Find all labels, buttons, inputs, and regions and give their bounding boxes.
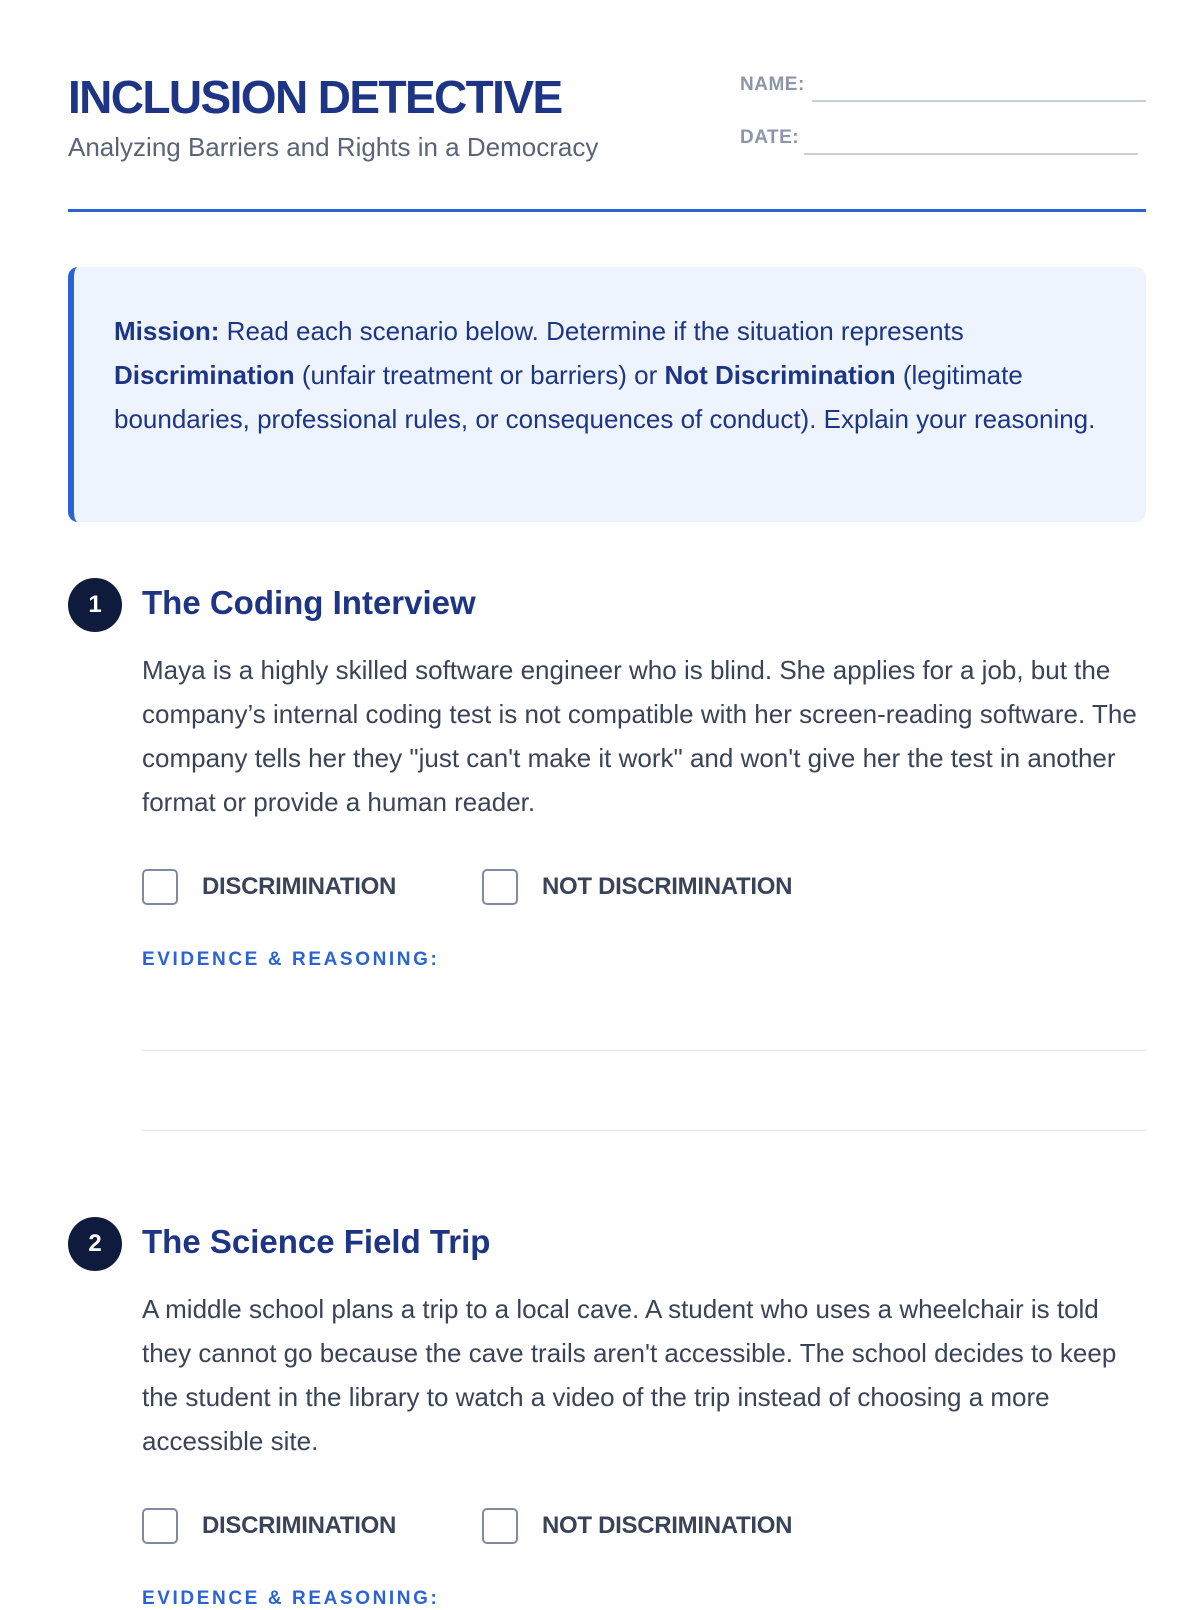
page-subtitle: Analyzing Barriers and Rights in a Democracy bbox=[68, 132, 599, 162]
answer-line-2[interactable] bbox=[142, 1130, 1146, 1131]
scenario-text: Maya is a highly skilled software engineer who is blind. She applies for a job, but the company’s internal coding test is not compatible with her screen-reading software. The company tells her they "just can't make it work" and won't give her the test in another format or provide a human reader. bbox=[142, 655, 1137, 817]
mission-box bbox=[68, 267, 1146, 522]
name-field[interactable] bbox=[812, 100, 1146, 102]
scenario-number-badge: 1 bbox=[68, 578, 122, 632]
page-title: INCLUSION DETECTIVE bbox=[68, 71, 562, 123]
mission-text-2: (unfair treatment or barriers) or bbox=[294, 360, 665, 390]
discrimination-label: DISCRIMINATION bbox=[202, 873, 397, 900]
mission-term-not-discrimination: Not Discrimination bbox=[664, 360, 896, 390]
discrimination-checkbox[interactable] bbox=[142, 1508, 178, 1544]
evidence-label: EVIDENCE & REASONING: bbox=[142, 949, 440, 970]
scenario-number-badge: 2 bbox=[68, 1217, 122, 1271]
discrimination-label: DISCRIMINATION bbox=[202, 1512, 397, 1539]
scenario-title: The Coding Interview bbox=[142, 584, 476, 621]
answer-line-1[interactable] bbox=[142, 1050, 1146, 1051]
not-discrimination-label: NOT DISCRIMINATION bbox=[542, 873, 793, 900]
mission-term-discrimination: Discrimination bbox=[114, 360, 295, 390]
date-label: DATE: bbox=[740, 127, 800, 148]
date-field[interactable] bbox=[804, 153, 1138, 155]
mission-text-3: (legitimate boundaries, professional rules, or consequences of conduct). Explain your reasoning. bbox=[114, 360, 1096, 434]
discrimination-checkbox[interactable] bbox=[142, 869, 178, 905]
worksheet-header bbox=[68, 66, 1146, 212]
mission-text-1: Read each scenario below. Determine if the situation represents bbox=[219, 316, 964, 346]
worksheet-page bbox=[68, 0, 1146, 1609]
scenario-2 bbox=[68, 1217, 1146, 1609]
mission-lead: Mission: bbox=[114, 316, 220, 346]
not-discrimination-checkbox[interactable] bbox=[482, 1508, 518, 1544]
not-discrimination-label: NOT DISCRIMINATION bbox=[542, 1512, 793, 1539]
scenario-title: The Science Field Trip bbox=[142, 1223, 491, 1260]
name-label: NAME: bbox=[740, 74, 805, 95]
scenario-1 bbox=[68, 578, 1146, 1138]
not-discrimination-checkbox[interactable] bbox=[482, 869, 518, 905]
evidence-label: EVIDENCE & REASONING: bbox=[142, 1588, 440, 1609]
scenario-text: A middle school plans a trip to a local cave. A student who uses a wheelchair is told they cannot go because the cave trails aren't accessible. The school decides to keep the student in the library to watch a video of the trip instead of choosing a more accessible site. bbox=[142, 1294, 1117, 1456]
